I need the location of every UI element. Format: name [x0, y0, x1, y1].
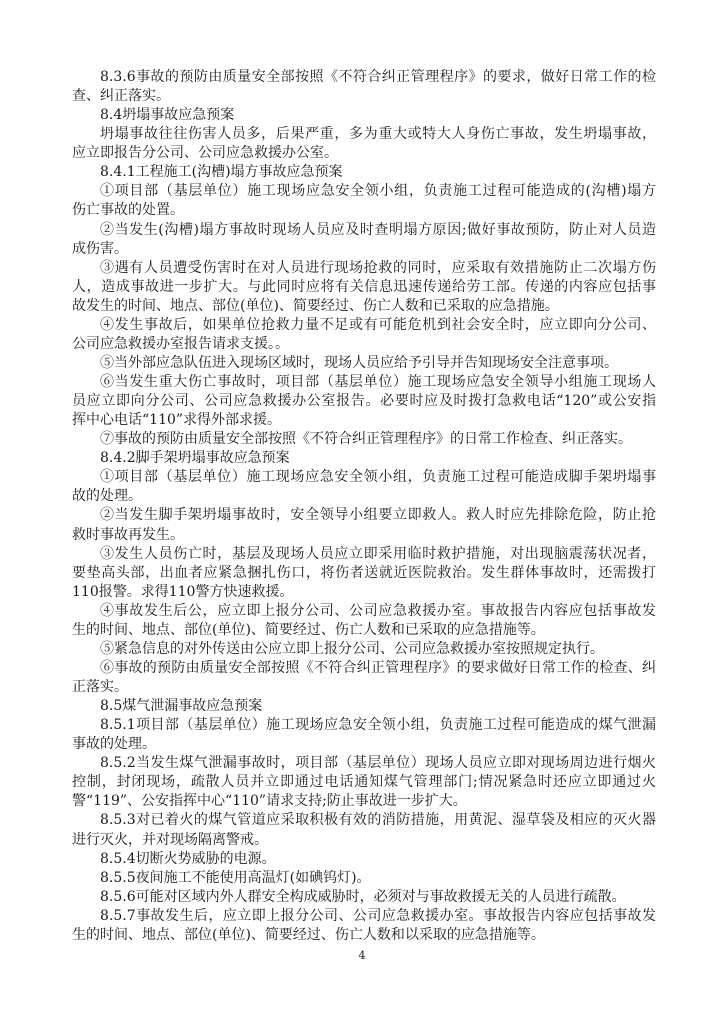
text-line: ①项目部（基层单位）施工现场应急安全领小组，负责施工过程可能造成脚手架坍塌事 — [100, 469, 656, 486]
section-heading — [72, 163, 656, 182]
text-line: ②当发生(沟槽)塌方事故时现场人员应及时查明塌方原因;做好事故预防，防止对人员造 — [100, 221, 656, 238]
text-line: 公司应急救援办室报告请求支援。。 — [72, 335, 289, 352]
paragraph — [72, 182, 656, 220]
text-line: 坍塌事故往往伤害人员多，后果严重，多为重大或特大人身伤亡事故，发生坍塌事故， — [100, 126, 656, 143]
text-line: ④发生事故后，如果单位抢救力量不足或有可能危机到社会安全时，应立即向分公司、 — [100, 316, 656, 333]
text-line: 8.5.4切断火势威胁的电源。 — [100, 850, 276, 867]
text-line: ③遇有人员遭受伤害时在对人员进行现场抢救的同时，应采取有效措施防止二次塌方伤 — [100, 259, 656, 276]
text-line: 生的时间、地点、部位(单位)、简要经过、伤亡人数和以采取的应急措施等。 — [72, 926, 545, 943]
page-number: 4 — [358, 949, 366, 962]
text-line: 人，造成事故进一步扩大。与此同时应将有关信息迅速传递给劳工部。传递的内容应包括事 — [72, 278, 656, 295]
paragraph — [72, 354, 656, 373]
text-line: 8.5.3对已着火的煤气管道应采取积极有效的消防措施，用黄泥、湿草袋及相应的灭火器 — [100, 812, 656, 829]
paragraph — [72, 430, 656, 449]
text-line: 控制，封闭现场，疏散人员并立即通过电话通知煤气管理部门;情况紧急时还应立即通过火 — [72, 774, 656, 791]
text-line: 救时事故再发生。 — [72, 526, 184, 543]
document-page — [72, 68, 656, 945]
paragraph — [72, 468, 656, 506]
paragraph — [72, 888, 656, 907]
text-line: 进行灭火，并对现场隔离警戒。 — [72, 831, 268, 848]
section-heading — [72, 697, 656, 716]
heading-text: 8.4.2脚手架坍塌事故应急预案 — [100, 450, 290, 467]
heading-text: 8.5煤气泄漏事故应急预案 — [100, 698, 263, 715]
text-line: 8.3.6事故的预防由质量安全部按照《不符合纠正管理程序》的要求，做好日常工作的检 — [100, 69, 656, 85]
paragraph — [72, 602, 656, 640]
text-line: 生的时间、地点、部位(单位)、简要经过、伤亡人数和已采取的应急措施等。 — [72, 621, 545, 638]
text-line: 应立即报告分公司、公司应急救援办公室。 — [72, 145, 338, 162]
paragraph — [72, 659, 656, 697]
text-line: 8.5.7事故发生后，应立即上报分公司、公司应急救援办室。事故报告内容应包括事故发 — [100, 907, 656, 924]
text-line: 8.5.5夜间施工不能使用高温灯(如碘钨灯)。 — [100, 869, 371, 886]
section-heading — [72, 106, 656, 125]
text-line: 110报警。求得110警方快速救援。 — [72, 583, 294, 600]
text-line: 8.5.1项目部（基层单位）施工现场应急安全领小组，负责施工过程可能造成的煤气泄漏 — [100, 717, 656, 734]
text-line: 伤亡事故的处置。 — [72, 202, 184, 219]
paragraph — [72, 68, 656, 106]
text-line: 8.5.6可能对区域内外人群安全构成威胁时，必须对与事故救援无关的人员进行疏散。 — [100, 888, 626, 905]
heading-text: 8.4坍塌事故应急预案 — [100, 107, 235, 124]
heading-text: 8.4.1工程施工(沟槽)塌方事故应急预案 — [100, 164, 343, 181]
paragraph — [72, 754, 656, 811]
text-line: 员应立即向分公司、公司应急救援办公室报告。必要时应及时拨打急救电话“120”或公安指 — [72, 393, 656, 410]
paragraph — [72, 716, 656, 754]
text-line: ⑦事故的预防由质量安全部按照《不符合纠正管理程序》的日常工作检查、纠正落实。 — [100, 431, 632, 448]
text-line: 查、纠正落实。 — [72, 88, 170, 105]
text-line: 8.5.2当发生煤气泄漏事故时，项目部（基层单位）现场人员应立即对现场周边进行烟火 — [100, 755, 656, 772]
paragraph — [72, 316, 656, 354]
text-line: ⑥当发生重大伤亡事故时，项目部（基层单位）施工现场应急安全领导小组施工现场人 — [100, 374, 656, 390]
text-line: ①项目部（基层单位）施工现场应急安全领小组，负责施工过程可能造成的(沟槽)塌方 — [100, 183, 656, 200]
paragraph — [72, 811, 656, 849]
text-line: ②当发生脚手架坍塌事故时，安全领导小组要立即救人。救人时应先排除危险，防止抢 — [100, 507, 656, 524]
paragraph — [72, 640, 656, 659]
paragraph — [72, 869, 656, 888]
paragraph — [72, 221, 656, 259]
paragraph — [72, 259, 656, 316]
paragraph — [72, 850, 656, 869]
paragraph — [72, 545, 656, 602]
text-line: 成伤害。 — [72, 240, 128, 257]
text-line: 警“119”、公安指挥中心“110”请求支持;防止事故进一步扩大。 — [72, 793, 467, 810]
text-line: ④事故发生后公，应立即上报分公司、公司应急救援办室。事故报告内容应包括事故发 — [100, 602, 656, 619]
text-line: 要垫高头部，出血者应紧急捆扎伤口，将伤者送就近医院救治。发生群体事故时，还需拨打 — [72, 564, 656, 581]
text-line: ⑥事故的预防由质量安全部按照《不符合纠正管理程序》的要求做好日常工作的检查、纠 — [100, 659, 656, 676]
text-line: ③发生人员伤亡时，基层及现场人员应立即采用临时救护措施，对出现脑震荡状况者， — [100, 545, 656, 562]
text-line: 故发生的时间、地点、部位(单位)、简要经过、伤亡人数和已采取的应急措施。 — [72, 297, 559, 314]
text-line: 正落实。 — [72, 679, 128, 695]
text-line: 事故的处理。 — [72, 736, 156, 753]
section-heading — [72, 449, 656, 468]
text-line: 挥中心电话“110”求得外部求援。 — [72, 412, 282, 429]
text-line: ⑤紧急信息的对外传送由公应立即上报分公司、公司应急救援办室按照规定执行。 — [100, 640, 604, 657]
paragraph — [72, 907, 656, 945]
paragraph — [72, 373, 656, 430]
paragraph — [72, 506, 656, 544]
paragraph — [72, 125, 656, 163]
text-line: 故的处理。 — [72, 488, 142, 505]
text-line: ⑤当外部应急队伍进入现场区域时，现场人员应给予引导并告知现场安全注意事项。 — [100, 354, 618, 371]
